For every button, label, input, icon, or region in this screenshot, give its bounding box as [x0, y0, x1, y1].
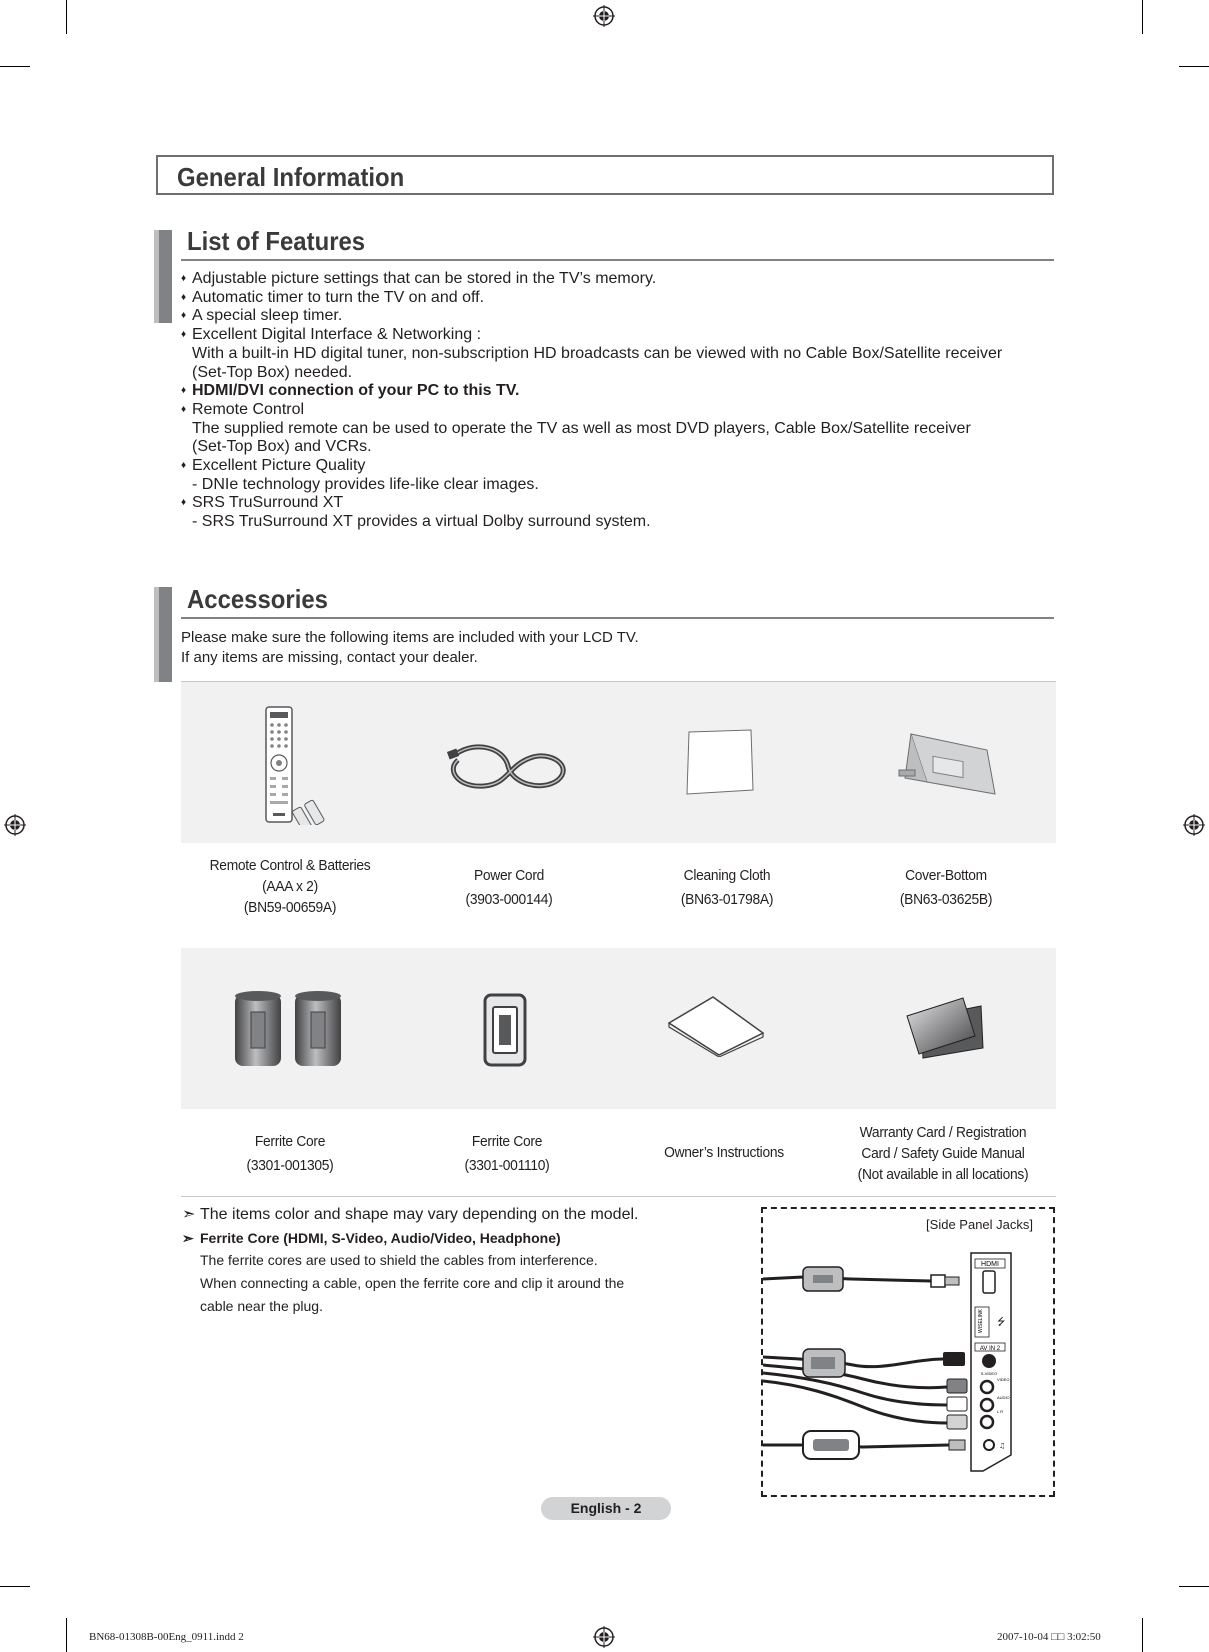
video-label: VIDEO — [997, 1377, 1010, 1382]
feature-line — [181, 289, 1061, 308]
av-in-label: AV IN 2 — [979, 1346, 1001, 1352]
note-body-line: The ferrite cores are used to shield the cables from interference. — [200, 1252, 598, 1268]
hdmi-port-label: HDMI — [981, 1261, 999, 1268]
accessory-name: Power Cord — [473, 867, 545, 884]
accessory-code: (3301-001305) — [246, 1157, 334, 1174]
audio-label: AUDIO — [997, 1395, 1010, 1400]
usb-icon: ⭍ — [997, 1317, 1006, 1328]
accessory-name: Cleaning Cloth — [683, 867, 771, 884]
arrow-icon: ➣ — [182, 1230, 194, 1246]
accessory-name: Cover-Bottom — [905, 867, 987, 884]
accessories-heading-rule — [181, 617, 1054, 619]
footer-file: BN68-01308B-00Eng_0911.indd 2 — [89, 1631, 244, 1643]
owners-manual-icon — [667, 995, 767, 1057]
accessory-code: (BN63-03625B) — [899, 891, 993, 908]
accessory-code: (3301-001110) — [464, 1157, 550, 1174]
bullet-icon: ♦ — [181, 460, 187, 472]
accessory-caption — [401, 1131, 613, 1176]
accessories-heading: Accessories — [187, 584, 328, 614]
feature-line — [181, 457, 1061, 476]
feature-line — [181, 420, 1061, 439]
panel-rule — [181, 1196, 1056, 1197]
accessories-intro-line: If any items are missing, contact your dealer. — [181, 649, 478, 666]
accessory-caption — [184, 855, 396, 918]
bullet-icon: ♦ — [181, 385, 187, 397]
crop-mark — [1179, 1586, 1209, 1587]
feature-text: HDMI/DVI connection of your PC to this TV. — [192, 382, 520, 400]
notes — [182, 1205, 702, 1318]
ferrite-core-icon — [233, 990, 345, 1070]
accessory-caption — [184, 1131, 396, 1176]
accessory-detail: (Not available in all locations) — [857, 1166, 1029, 1183]
accessory-detail: Card / Safety Guide Manual — [861, 1145, 1025, 1162]
crop-mark — [1142, 0, 1143, 34]
accessory-caption — [621, 865, 833, 910]
diagram-label: [Side Panel Jacks] — [926, 1217, 1033, 1232]
feature-line — [181, 345, 1061, 364]
feature-line — [181, 494, 1061, 513]
bullet-icon: ♦ — [181, 329, 187, 341]
crop-mark — [1142, 1618, 1143, 1652]
feature-text: Adjustable picture settings that can be stored in the TV’s memory. — [192, 270, 657, 287]
accessory-name: Ferrite Core — [254, 1133, 326, 1150]
feature-line — [181, 513, 1061, 532]
crop-mark — [1179, 66, 1209, 67]
accessory-name: Ferrite Core — [471, 1133, 543, 1150]
note-title: Ferrite Core (HDMI, S-Video, Audio/Video, Headphone) — [200, 1230, 561, 1246]
feature-text: With a built-in HD digital tuner, non-subscription HD broadcasts can be viewed with no Cable Box/Satellite receiver — [192, 344, 1003, 362]
cleaning-cloth-icon — [685, 728, 755, 796]
note-text: The items color and shape may vary depending on the model. — [200, 1206, 639, 1223]
arrow-icon: ➣ — [182, 1206, 196, 1223]
headphone-icon: ♫ — [999, 1442, 1006, 1450]
accessories-intro-line: Please make sure the following items are included with your LCD TV. — [181, 629, 639, 646]
wiselink-label: WISELINK — [978, 1309, 984, 1333]
feature-line — [181, 326, 1061, 345]
features-heading-rule — [181, 259, 1054, 261]
feature-text: The supplied remote can be used to operate the TV as well as most DVD players, Cable Box/Satellite receiver — [192, 419, 971, 437]
accessory-caption — [828, 1122, 1058, 1185]
section-bar-accent — [154, 587, 159, 682]
page-number: English - 2 — [541, 1497, 671, 1520]
feature-text: - SRS TruSurround XT provides a virtual Dolby surround system. — [192, 513, 651, 531]
bullet-icon: ♦ — [181, 273, 187, 284]
note-item — [182, 1228, 702, 1248]
note-body-line: When connecting a cable, open the ferrite core and clip it around the — [200, 1275, 625, 1291]
bullet-icon: ♦ — [181, 291, 187, 303]
feature-line — [181, 476, 1061, 495]
note-item — [182, 1205, 702, 1225]
accessory-code: (BN63-01798A) — [680, 891, 774, 908]
crop-mark — [0, 66, 30, 67]
feature-line — [181, 438, 1061, 457]
remote-control-icon — [262, 705, 332, 825]
page-title: General Information — [177, 162, 405, 192]
accessories-intro — [181, 628, 639, 668]
feature-text: (Set-Top Box) needed. — [192, 363, 353, 381]
accessory-code: (3903-000144) — [465, 891, 553, 908]
feature-text: Remote Control — [192, 400, 305, 418]
crop-mark — [0, 1586, 30, 1587]
features-heading: List of Features — [187, 226, 366, 256]
cover-bottom-icon — [897, 730, 997, 800]
svideo-label: S-VIDEO — [980, 1371, 998, 1376]
note-body-line: cable near the plug. — [200, 1298, 323, 1314]
feature-line — [181, 364, 1061, 383]
cable-connection-icon — [763, 1209, 1053, 1495]
registration-mark-icon — [4, 814, 26, 836]
registration-mark-icon — [593, 5, 615, 27]
feature-text: A special sleep timer. — [192, 307, 343, 325]
bullet-icon: ♦ — [181, 403, 187, 415]
crop-mark — [66, 1618, 67, 1652]
feature-text: SRS TruSurround XT — [192, 494, 344, 512]
accessory-code: (BN59-00659A) — [243, 899, 337, 916]
registration-mark-icon — [1183, 814, 1205, 836]
feature-line — [181, 270, 1061, 289]
crop-mark — [66, 0, 67, 34]
note-body — [182, 1249, 682, 1318]
accessory-detail: (AAA x 2) — [262, 878, 318, 895]
registration-mark-icon — [593, 1626, 615, 1648]
feature-line — [181, 401, 1061, 420]
bullet-icon: ♦ — [181, 497, 187, 509]
page-title-box — [156, 155, 1054, 195]
lr-label: L R — [997, 1409, 1004, 1414]
feature-line — [181, 382, 1061, 401]
feature-line — [181, 307, 1061, 326]
accessory-caption — [840, 865, 1052, 910]
footer-date: 2007-10-04 □□ 3:02:50 — [997, 1631, 1101, 1643]
section-bar-accent — [154, 230, 159, 323]
feature-text: Automatic timer to turn the TV on and off. — [192, 288, 485, 306]
power-cord-icon — [446, 740, 572, 795]
ferrite-core-icon — [481, 993, 529, 1067]
feature-text: - DNIe technology provides life-like clear images. — [192, 475, 539, 493]
accessory-caption — [618, 1142, 830, 1163]
features-list — [181, 270, 1061, 532]
accessory-caption — [403, 865, 615, 910]
warranty-card-icon — [905, 996, 985, 1060]
feature-text: Excellent Picture Quality — [192, 457, 366, 475]
feature-text: Excellent Digital Interface & Networking : — [192, 326, 482, 344]
accessory-name: Owner’s Instructions — [664, 1144, 784, 1161]
side-panel-jacks-diagram — [761, 1207, 1055, 1497]
accessory-name: Remote Control & Batteries — [209, 857, 371, 874]
bullet-icon: ♦ — [181, 310, 187, 322]
accessory-name: Warranty Card / Registration — [859, 1124, 1027, 1141]
feature-text: (Set-Top Box) and VCRs. — [192, 438, 372, 456]
